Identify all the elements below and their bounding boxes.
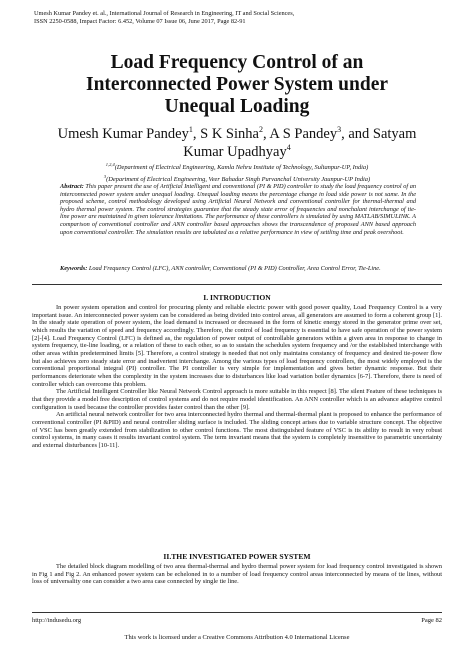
affiliation-1 xyxy=(40,161,434,173)
title-line-2: Interconnected Power System under xyxy=(85,74,389,95)
section-heading-investigated-system: II.THE INVESTIGATED POWER SYSTEM xyxy=(163,552,311,561)
affiliation-text: (Department of Electrical Engineering, Kamla Nehru Institute of Technology, Sultanpur-UP, India) xyxy=(114,164,369,172)
abstract xyxy=(60,183,416,236)
title-line-3: Unequal Loading xyxy=(164,96,310,117)
journal-line-1: Umesh Kumar Pandey et. al., International Journal of Research in Engineering, IT and Social Sciences, xyxy=(34,10,295,17)
author-sep: , xyxy=(262,126,270,142)
section-heading-introduction: I. INTRODUCTION xyxy=(203,293,271,302)
introduction-body xyxy=(32,304,442,449)
footer-url: http://indusedu.org xyxy=(32,617,82,624)
paragraph: The Artificial Intelligent Controller like Neural Network Control approach is more suitable in this respect [8]. The silent Feature of these techniques is that they provide a model free description of control systems and do not require model identification. An ANN controller which is an advance adaptive control configuration is used because the controller provides faster control than the other [9]. xyxy=(32,388,442,411)
author-sup: 1 xyxy=(188,125,193,135)
keywords xyxy=(60,265,416,273)
title-line-1: Load Frequency Control of an xyxy=(110,52,364,73)
author-sup: 2 xyxy=(258,125,263,135)
abstract-text: This paper present the use of Artificial Intelligent and conventional (PI & PID) controller to study the load frequency control of an interconnected power system under unequal loading. Unequal loading means the percentage change in load side power is not same. In the proposed scheme, control methodology developed using Artificial Neural Network and conventional controller for thermal-thermal and hydro thermal power system. The control strategies guarantee that the steady state error of frequencies and nonchalant interchange of tie-line power are maintained in given tolerance limitations. The performance of these controllers is simulated by using MATLAB/SIMULINK. A comparison of conventional controller and ANN controller based approaches shows the transcendence of proposed ANN based approach upon conventional controller. The simulation results are tabulated as a relative performance in view of settling time and peak overshoot. xyxy=(60,183,417,236)
footer-divider xyxy=(32,612,442,613)
paragraph: An artificial neural network controller for two area interconnected hydro thermal and thermal-thermal plant is proposed to enhance the performance of conventional controller (PI &PID) and neural controller sliding surface is included. The sliding concept arises due to variable structure concept. The objective of VSC has been greatly extended from stabilization to other control functions. The most distinguished feature of VSC is its ability to result in very robust control systems, in many cases it results invariant control system. The term invariant means that the system is completely insensitive to parametric uncertainty and external disturbances [10-11]. xyxy=(32,411,442,449)
paper-title xyxy=(40,52,434,118)
section-divider xyxy=(32,284,442,285)
footer-page-number: Page 82 xyxy=(421,617,442,624)
keywords-text: Load Frequency Control (LFC), ANN controller, Conventional (PI & PID) Controller, Area Control Error, Tie-Line. xyxy=(88,265,381,272)
author-list xyxy=(40,125,434,161)
affiliation-sup: 3 xyxy=(103,173,107,179)
author-sup: 3 xyxy=(337,125,342,135)
author-name: A S Pandey xyxy=(269,126,338,142)
paragraph: In power system operation and control for procuring plenty and reliable electric power with good power quality, Load Frequency Control is a very important issue. An interconnected power system can be considered as being divided into control areas, all generators are assumed to form a coherent group [1]. In the steady state operation of power system, the load demand is increased or decreased in the form of kinetic energy stored in the generator prime over set, which results the variation of speed and frequency accordingly. Therefore, the control of load frequency is essential to have safe operation of the power system [2]-[4]. Load Frequency Control (LFC) is defined as, the regulation of power output of controllable generators within a given area in response to change in system frequency, tie-line loading, or a relation of these to each other, so as to sustain the schedules system frequency and /or the established interchange with other areas within predetermined limits [5]. Therefore, a control strategy is needed that not only maintains constancy of frequency and desired tie-power flow but also achieves zero steady state error and inadvertent interchange. Among the various types of load frequency controllers, the most widely employed is the conventional proportional integral (PI) controller. The PI controller is very simple for implementation and gives better dynamic response. But their performances deteriorate when the complexity in the system increases due to disturbances like load variation boiler dynamics [6-7]. Therefore, there is need of controller which can overcome this problem. xyxy=(32,304,442,388)
keywords-label: Keywords: xyxy=(60,265,88,272)
author-name: Satyam Kumar Upadhyay xyxy=(183,126,417,160)
affiliation-text: (Department of Electrical Engineering, Veer Bahadur Singh Purvanchal University Jaunpur-UP India) xyxy=(106,175,371,183)
author-sup: 4 xyxy=(286,143,291,153)
investigated-system-body xyxy=(32,563,442,586)
license-notice: This work is licensed under a Creative Commons Attribution 4.0 International License xyxy=(124,634,350,641)
paragraph: The detailed block diagram modelling of two area thermal-thermal and hydro thermal power system for load frequency control investigated is shown in Fig 1 and Fig 2. An enhanced power system can be echeloned in to a number of load frequency control areas interconnected by means of tie lines, without loss of universality one can consider a two area case connected by single tie line. xyxy=(32,563,442,586)
author-name: S K Sinha xyxy=(200,126,259,142)
author-name: Umesh Kumar Pandey xyxy=(57,126,189,142)
affiliation-sup: 1,2,4 xyxy=(105,162,115,167)
affiliations xyxy=(40,161,434,184)
journal-line-2: ISSN 2250-0588, Impact Factor: 6.452, Volume 07 Issue 06, June 2017, Page 82-91 xyxy=(34,18,246,25)
abstract-label: Abstract: xyxy=(60,183,84,190)
author-sep: , xyxy=(192,126,201,142)
author-sep: , and xyxy=(341,126,373,142)
journal-header xyxy=(34,10,444,26)
